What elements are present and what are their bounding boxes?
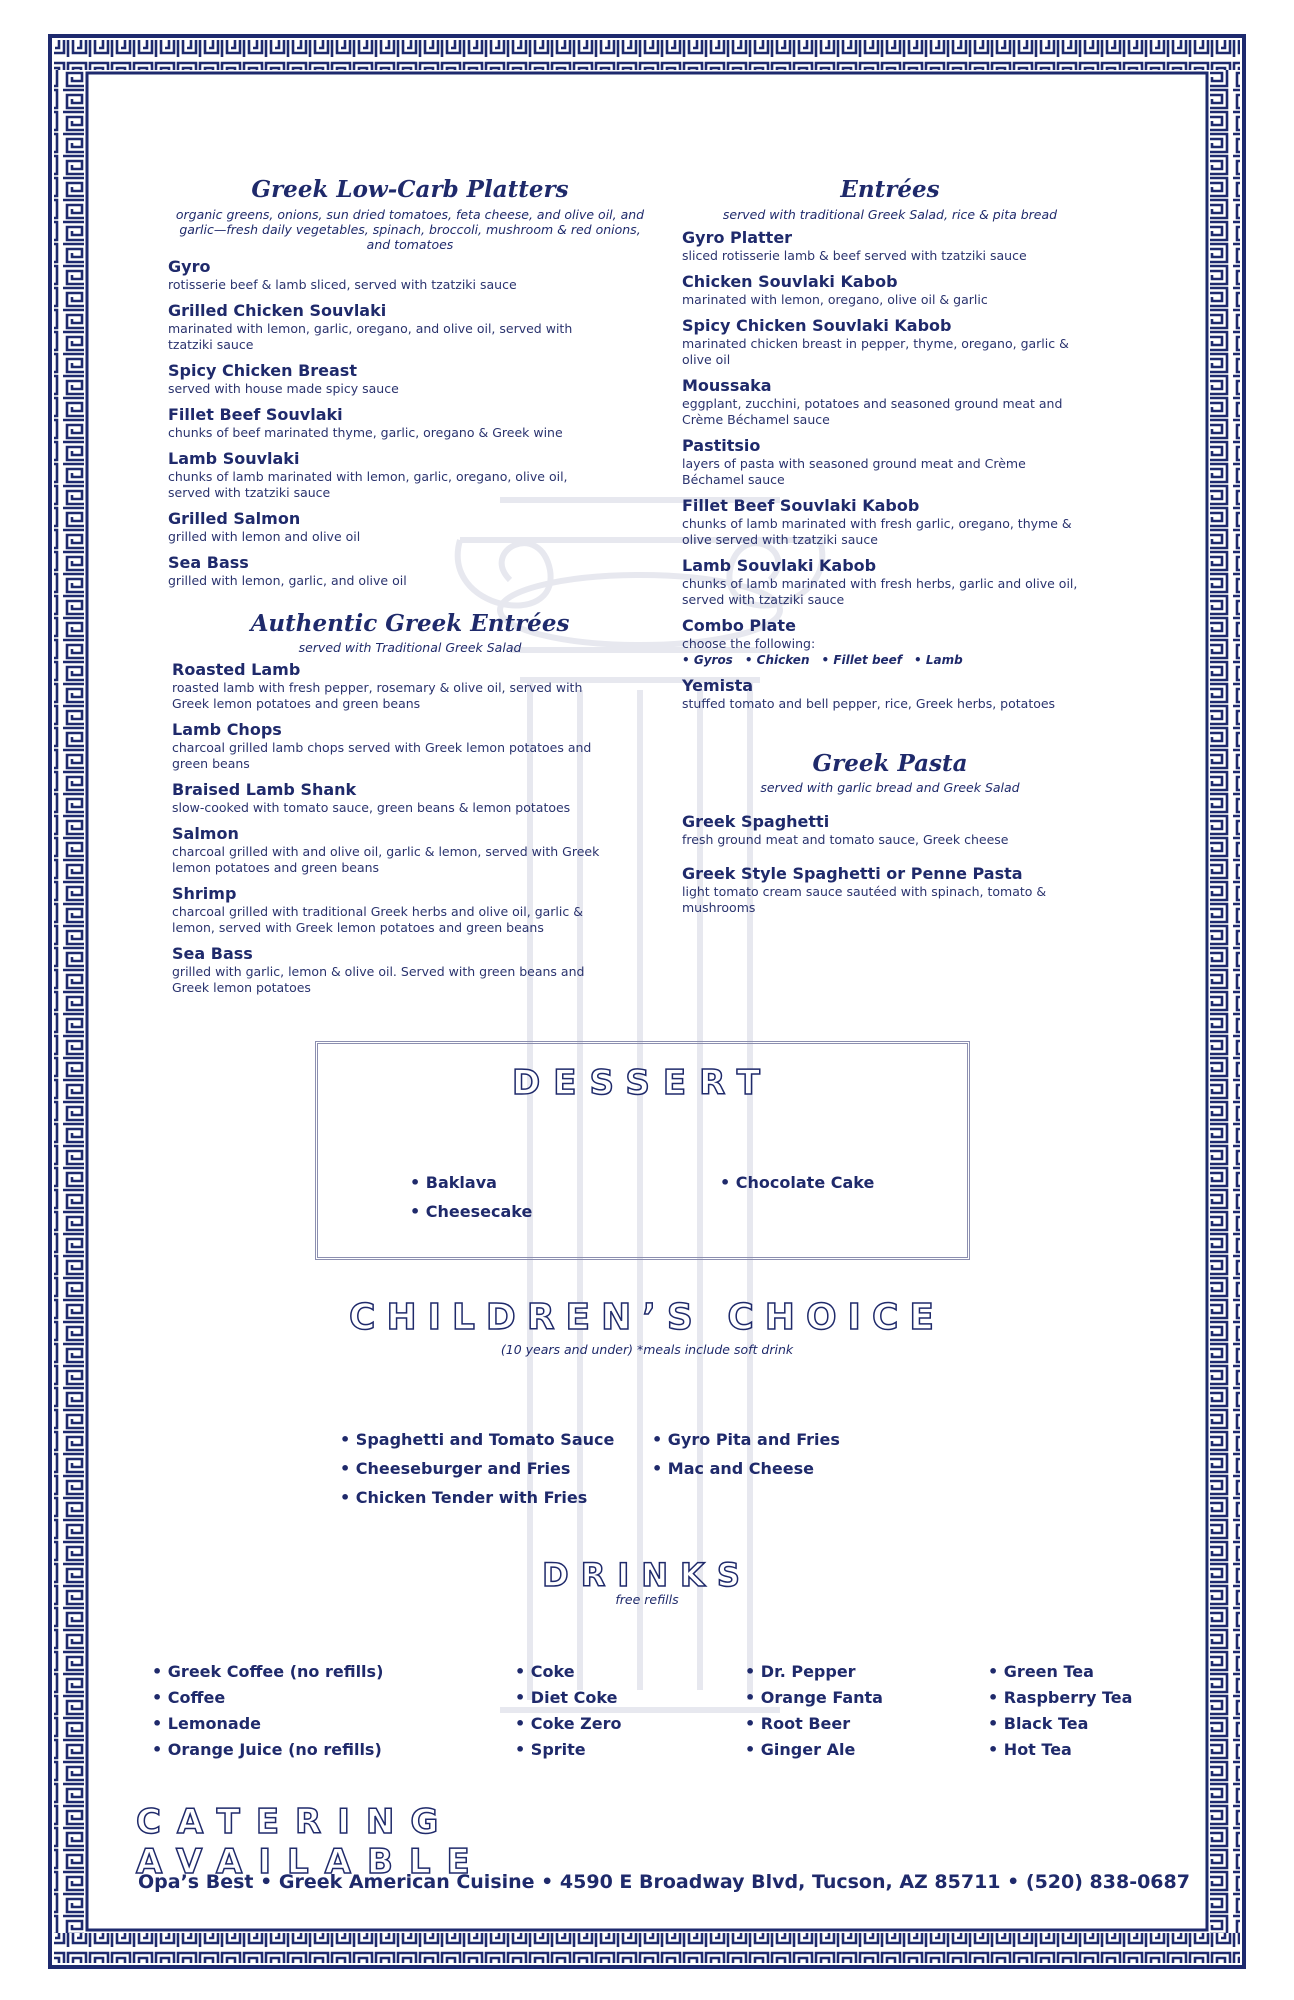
children-subtitle: (10 years and under) *meals include soft drink bbox=[500, 1342, 794, 1357]
menu-item-name: Sea Bass bbox=[168, 553, 249, 572]
menu-item-name: Gyro bbox=[168, 257, 211, 276]
menu-item-name: Chicken Souvlaki Kabob bbox=[682, 272, 898, 291]
menu-item-name: Sea Bass bbox=[172, 944, 253, 963]
menu-item-name: Lamb Souvlaki Kabob bbox=[682, 556, 877, 575]
menu-item bbox=[682, 436, 1082, 488]
list-item: • Greek Coffee (no refills) bbox=[152, 1662, 384, 1681]
list-item: • Coffee bbox=[152, 1688, 226, 1707]
dessert-title: DESSERT bbox=[512, 1063, 773, 1103]
list-item: • Chocolate Cake bbox=[720, 1173, 875, 1192]
low-carb-title: Greek Low-Carb Platters bbox=[251, 176, 569, 203]
menu-item bbox=[682, 812, 1102, 848]
menu-item-name: Moussaka bbox=[682, 376, 772, 395]
menu-item-name: Gyro Platter bbox=[682, 228, 793, 247]
menu-item-description: chunks of beef marinated thyme, garlic, oregano & Greek wine bbox=[168, 425, 563, 440]
combo-options bbox=[682, 652, 1082, 668]
menu-item-name: Shrimp bbox=[172, 884, 237, 903]
menu-item-name: Grilled Salmon bbox=[168, 509, 301, 528]
menu-item-description: chunks of lamb marinated with fresh herbs, garlic and olive oil, served with tzatziki sauce bbox=[682, 576, 1078, 607]
dessert-col1 bbox=[410, 1168, 532, 1226]
entrees-subtitle: served with traditional Greek Salad, rice & pita bread bbox=[722, 207, 1058, 222]
list-item: • Hot Tea bbox=[988, 1740, 1072, 1759]
list-item: • Ginger Ale bbox=[745, 1740, 856, 1759]
combo-option: • Fillet beef bbox=[821, 653, 903, 667]
menu-item-name: Fillet Beef Souvlaki Kabob bbox=[682, 496, 920, 515]
menu-item-name: Greek Style Spaghetti or Penne Pasta bbox=[682, 864, 1023, 883]
entrees-title: Entrées bbox=[840, 176, 940, 203]
menu-item bbox=[682, 616, 1082, 668]
menu-item-description: eggplant, zucchini, potatoes and seasoned ground meat and Crème Béchamel sauce bbox=[682, 396, 1063, 427]
menu-item-description: charcoal grilled lamb chops served with Greek lemon potatoes and green beans bbox=[172, 740, 592, 771]
menu-item-description: chunks of lamb marinated with lemon, garlic, oregano, olive oil, served with tzatziki sauce bbox=[168, 469, 568, 500]
children-title: CHILDREN’S CHOICE bbox=[349, 1297, 945, 1338]
menu-item bbox=[168, 449, 598, 501]
drinks-subtitle: free refills bbox=[615, 1592, 679, 1607]
restaurant-info-footer: Opa’s Best • Greek American Cuisine • 4590 E Broadway Blvd, Tucson, AZ 85711 • (520) 838-0687 bbox=[138, 1871, 1190, 1893]
drinks-col2 bbox=[515, 1659, 622, 1763]
menu-item-description: roasted lamb with fresh pepper, rosemary & olive oil, served with Greek lemon potatoes and green beans bbox=[172, 680, 583, 711]
menu-item-description: grilled with lemon, garlic, and olive oil bbox=[168, 573, 407, 588]
menu-item bbox=[682, 316, 1082, 368]
authentic-title: Authentic Greek Entrées bbox=[250, 610, 570, 637]
authentic-items bbox=[172, 660, 612, 1004]
menu-item-description: choose the following: bbox=[682, 636, 816, 651]
menu-item-description: served with house made spicy sauce bbox=[168, 381, 399, 396]
menu-item bbox=[682, 864, 1102, 916]
menu-item bbox=[172, 720, 612, 772]
menu-item-description: charcoal grilled with traditional Greek herbs and olive oil, garlic & lemon, served with Greek lemon potatoes and green beans bbox=[172, 904, 583, 935]
menu-item-name: Spicy Chicken Breast bbox=[168, 361, 357, 380]
pasta-title: Greek Pasta bbox=[812, 750, 968, 777]
list-item: • Chicken Tender with Fries bbox=[340, 1488, 588, 1507]
menu-item-description: marinated chicken breast in pepper, thyme, oregano, garlic & olive oil bbox=[682, 336, 1069, 367]
menu-item-name: Grilled Chicken Souvlaki bbox=[168, 301, 387, 320]
menu-item-name: Yemista bbox=[682, 676, 754, 695]
dessert-col2 bbox=[720, 1168, 874, 1197]
menu-item-description: charcoal grilled with and olive oil, garlic & lemon, served with Greek lemon potatoes and green beans bbox=[172, 844, 600, 875]
list-item: • Dr. Pepper bbox=[745, 1662, 856, 1681]
children-col1 bbox=[340, 1425, 614, 1512]
list-item: • Lemonade bbox=[152, 1714, 261, 1733]
menu-item bbox=[168, 405, 598, 441]
drinks-title: DRINKS bbox=[542, 1556, 752, 1594]
menu-item bbox=[682, 676, 1082, 712]
list-item: • Black Tea bbox=[988, 1714, 1089, 1733]
list-item: • Cheesecake bbox=[410, 1202, 533, 1221]
list-item: • Green Tea bbox=[988, 1662, 1094, 1681]
menu-item bbox=[682, 272, 1082, 308]
pasta-subtitle: served with garlic bread and Greek Salad bbox=[760, 780, 1020, 795]
combo-option: • Gyros bbox=[682, 653, 733, 667]
menu-item-description: rotisserie beef & lamb sliced, served with tzatziki sauce bbox=[168, 277, 517, 292]
menu-item-name: Lamb Chops bbox=[172, 720, 282, 739]
menu-item-name: Greek Spaghetti bbox=[682, 812, 830, 831]
combo-option: • Chicken bbox=[744, 653, 810, 667]
drinks-col4 bbox=[988, 1659, 1132, 1763]
menu-item bbox=[172, 824, 612, 876]
menu-item bbox=[172, 660, 612, 712]
menu-item-description: chunks of lamb marinated with fresh garlic, oregano, thyme & olive served with tzatziki sauce bbox=[682, 516, 1072, 547]
authentic-subtitle: served with Traditional Greek Salad bbox=[298, 640, 522, 655]
list-item: • Mac and Cheese bbox=[652, 1459, 814, 1478]
menu-item-description: light tomato cream sauce sautéed with spinach, tomato & mushrooms bbox=[682, 884, 1047, 915]
menu-item bbox=[682, 556, 1082, 608]
menu-item-description: sliced rotisserie lamb & beef served with tzatziki sauce bbox=[682, 248, 1027, 263]
menu-item bbox=[682, 376, 1082, 428]
list-item: • Coke bbox=[515, 1662, 575, 1681]
pasta-items bbox=[682, 812, 1102, 932]
menu-item bbox=[168, 553, 598, 589]
low-carb-items bbox=[168, 257, 598, 597]
menu-item-description: slow-cooked with tomato sauce, green beans & lemon potatoes bbox=[172, 800, 571, 815]
menu-item-description: layers of pasta with seasoned ground meat and Crème Béchamel sauce bbox=[682, 456, 1026, 487]
menu-item-name: Pastitsio bbox=[682, 436, 761, 455]
drinks-col1 bbox=[152, 1659, 383, 1763]
list-item: • Spaghetti and Tomato Sauce bbox=[340, 1430, 615, 1449]
catering-banner: CATERING AVAILABLE bbox=[136, 1802, 486, 1882]
menu-item-description: marinated with lemon, oregano, olive oil & garlic bbox=[682, 292, 988, 307]
list-item: • Gyro Pita and Fries bbox=[652, 1430, 840, 1449]
menu-item bbox=[172, 884, 612, 936]
list-item: • Baklava bbox=[410, 1173, 497, 1192]
menu-item-name: Spicy Chicken Souvlaki Kabob bbox=[682, 316, 952, 335]
list-item: • Cheeseburger and Fries bbox=[340, 1459, 571, 1478]
menu-item bbox=[168, 257, 598, 293]
menu-item-description: stuffed tomato and bell pepper, rice, Greek herbs, potatoes bbox=[682, 696, 1056, 711]
menu-item-description: marinated with lemon, garlic, oregano, and olive oil, served with tzatziki sauce bbox=[168, 321, 573, 352]
list-item: • Orange Fanta bbox=[745, 1688, 883, 1707]
list-item: • Diet Coke bbox=[515, 1688, 618, 1707]
entrees-items bbox=[682, 228, 1082, 720]
menu-item-description: grilled with lemon and olive oil bbox=[168, 529, 361, 544]
menu-item bbox=[168, 361, 598, 397]
list-item: • Root Beer bbox=[745, 1714, 851, 1733]
menu-item-name: Lamb Souvlaki bbox=[168, 449, 300, 468]
menu-item-name: Braised Lamb Shank bbox=[172, 780, 357, 799]
list-item: • Raspberry Tea bbox=[988, 1688, 1133, 1707]
menu-item-name: Fillet Beef Souvlaki bbox=[168, 405, 343, 424]
menu-item-name: Roasted Lamb bbox=[172, 660, 301, 679]
menu-item bbox=[168, 509, 598, 545]
menu-item-description: fresh ground meat and tomato sauce, Greek cheese bbox=[682, 832, 1009, 847]
menu-item-description: grilled with garlic, lemon & olive oil. Served with green beans and Greek lemon potatoes bbox=[172, 964, 585, 995]
menu-item bbox=[168, 301, 598, 353]
menu-item-name: Salmon bbox=[172, 824, 239, 843]
list-item: • Sprite bbox=[515, 1740, 586, 1759]
drinks-col3 bbox=[745, 1659, 883, 1763]
children-col2 bbox=[652, 1425, 840, 1483]
list-item: • Coke Zero bbox=[515, 1714, 622, 1733]
menu-item bbox=[682, 228, 1082, 264]
menu-item-name: Combo Plate bbox=[682, 616, 796, 635]
low-carb-subtitle: organic greens, onions, sun dried tomatoes, feta cheese, and olive oil, and garlic—fresh daily vegetables, spinach, broccoli, mushroom & red onions, and tomatoes bbox=[175, 207, 645, 252]
menu-item bbox=[682, 496, 1082, 548]
menu-item bbox=[172, 944, 612, 996]
menu-item bbox=[172, 780, 612, 816]
combo-option: • Lamb bbox=[914, 653, 963, 667]
list-item: • Orange Juice (no refills) bbox=[152, 1740, 382, 1759]
